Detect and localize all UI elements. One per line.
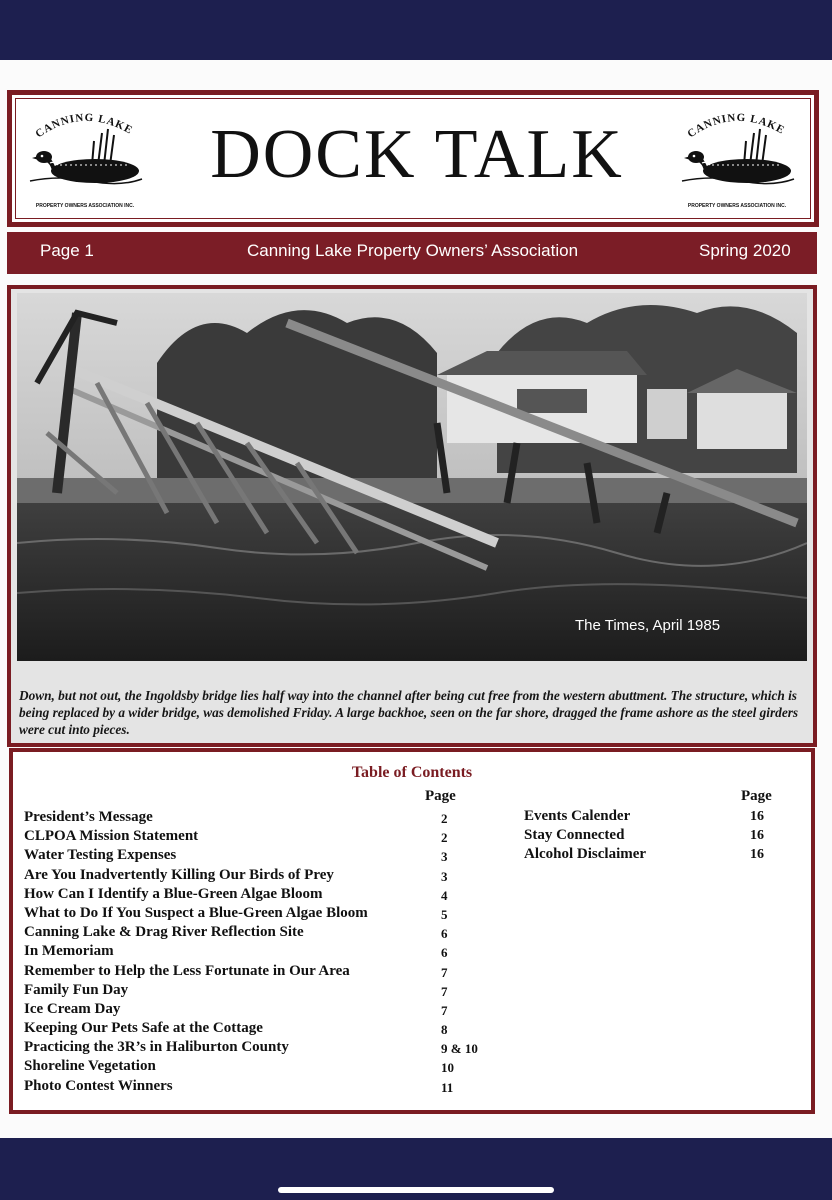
issue-info-bar <box>7 232 817 274</box>
toc-page-header-right: Page <box>741 788 772 804</box>
toc-entry: Water Testing Expenses 3 <box>24 847 448 865</box>
newsletter-title: DOCK TALK <box>210 116 624 193</box>
feature-photo-block <box>7 285 817 747</box>
toc-entry: Are You Inadvertently Killing Our Birds of Prey 3 <box>24 866 448 884</box>
toc-entry: Keeping Our Pets Safe at the Cottage 8 <box>24 1020 448 1038</box>
toc-entry: Family Fun Day 7 <box>24 981 448 999</box>
toc-entry: Events Calender 16 <box>524 808 764 824</box>
toc-entry: Shoreline Vegetation 10 <box>24 1058 454 1076</box>
toc-entry: CLPOA Mission Statement 2 <box>24 828 448 846</box>
svg-text:CANNING LAKE: CANNING LAKE <box>33 111 135 141</box>
toc-entry: Remember to Help the Less Fortunate in Our Area 7 <box>24 962 448 980</box>
toc-entry: Photo Contest Winners 11 <box>24 1077 454 1095</box>
photo-credit: The Times, April 1985 <box>575 617 721 634</box>
toc-page-header-left: Page <box>425 788 456 804</box>
toc-list-left <box>24 808 514 1096</box>
toc-title: Table of Contents <box>351 764 473 781</box>
toc-entry: What to Do If You Suspect a Blue-Green Algae Bloom 5 <box>24 904 448 922</box>
bridge-photo-image <box>17 293 807 661</box>
page-number: Page 1 <box>40 241 94 260</box>
toc-entry: Practicing the 3R’s in Haliburton County 9 & 10 <box>24 1039 478 1057</box>
toc-list-right <box>524 807 804 865</box>
top-system-bar <box>0 0 832 60</box>
svg-text:CANNING LAKE: CANNING LAKE <box>685 111 787 141</box>
home-indicator[interactable] <box>278 1187 554 1193</box>
svg-text:PROPERTY OWNERS ASSOCIATION IN: PROPERTY OWNERS ASSOCIATION INC. <box>35 203 135 209</box>
table-of-contents <box>9 748 815 1114</box>
photo-caption: Down, but not out, the Ingoldsby bridge lies half way into the channel after being cut free from the western abuttment. The structure, which is being replaced by a wider bridge, was demolished Friday. A large backhoe, seen on the far shore, dragged the frame ashore as the steel girders were cut into pieces. <box>19 688 799 737</box>
organization-name: Canning Lake Property Owners’ Association <box>247 241 579 260</box>
bridge-photo <box>17 293 807 661</box>
toc-entry: Canning Lake & Drag River Reflection Site 6 <box>24 924 448 942</box>
svg-text:PROPERTY OWNERS ASSOCIATION IN: PROPERTY OWNERS ASSOCIATION INC. <box>687 203 787 209</box>
issue-season: Spring 2020 <box>699 241 791 260</box>
loon-icon <box>20 103 150 213</box>
toc-entry: In Memoriam 6 <box>24 943 448 961</box>
toc-entry: Ice Cream Day 7 <box>24 1000 448 1018</box>
association-logo-right <box>672 103 802 213</box>
toc-entry: Stay Connected 16 <box>524 827 764 844</box>
masthead <box>7 90 819 227</box>
association-logo-left <box>20 103 150 213</box>
loon-icon <box>672 103 802 213</box>
toc-entry: How Can I Identify a Blue-Green Algae Bloom 4 <box>24 885 448 903</box>
toc-entry: Alcohol Disclaimer 16 <box>524 846 764 863</box>
newsletter-page <box>0 60 832 1138</box>
toc-entry: President’s Message 2 <box>24 809 448 826</box>
